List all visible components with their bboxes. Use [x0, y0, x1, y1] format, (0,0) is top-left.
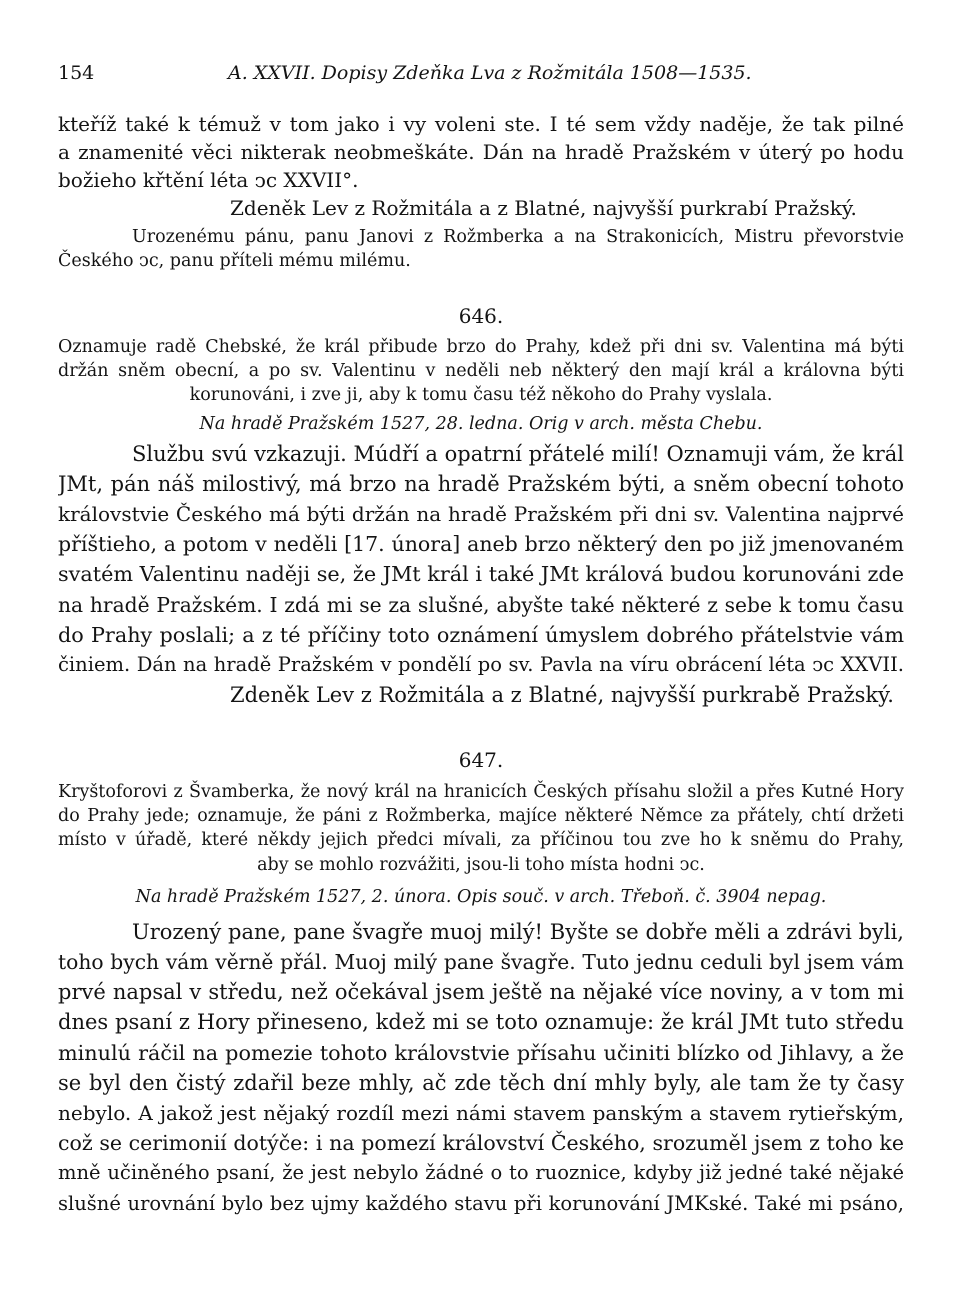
running-title: A. XXVII. Dopisy Zdeňka Lva z Rožmitála 1508—1535. — [228, 62, 752, 84]
source-note: Na hradě Pražském 1527, 28. ledna. Orig v arch. města Chebu. — [199, 413, 763, 434]
summary-line: korunováni, i zve ji, aby k tomu času též někoho do Prahy vyslala. — [189, 385, 773, 406]
previous-letter-ending — [58, 110, 904, 273]
body-line: příštieho, a potom v neděli [17. února] aneb brzo některý den po již jmenovaném — [58, 532, 904, 557]
body-line: nebylo. A jakož jest nějaký rozdíl mezi námi stavem panským a stavem rytieřským, — [58, 1101, 904, 1126]
signature: Zdeněk Lev z Rožmitála a z Blatné, najvyšší purkrabě Pražský. — [230, 683, 894, 708]
body-line: dnes psaní z Hory přineseno, kdež mi se toto oznamuje: že král JMt tuto středu — [58, 1010, 904, 1035]
page-header — [58, 62, 902, 86]
letter-647 — [58, 746, 904, 1219]
summary-line: držán sněm obecní, a po sv. Valentinu v neděli neb některý den mají král a královna býti — [58, 361, 904, 382]
address — [58, 225, 904, 273]
body-line: minulú ráčil na pomezie tohoto královstvie přísahu učiniti blízko od Jihlavy, a že — [58, 1040, 904, 1065]
body-line: toho bych vám věrně přál. Muoj milý pane švagře. Tuto jednu ceduli byl jsem vám — [58, 950, 904, 975]
letter-number: 646. — [458, 304, 504, 328]
signature: Zdeněk Lev z Rožmitála a z Blatné, najvyšší purkrabí Pražský. — [230, 196, 857, 220]
letter-number: 647. — [458, 748, 504, 772]
body-line: činiem. Dán na hradě Pražském v pondělí po sv. Pavla na víru obrácení léta ↄc XXVII. — [58, 653, 904, 677]
previous-letter-text — [58, 110, 904, 222]
summary-line: Oznamuje radě Chebské, že král přibude brzo do Prahy, kdež při dni sv. Valentina má býti — [58, 337, 904, 357]
body-line: do Prahy poslali; a z té příčiny toto oznámení úmyslem dobrého přátelstvie vám — [58, 622, 904, 647]
address-line: Českého ↄc, panu příteli mému milému. — [58, 251, 411, 272]
body-line: svatém Valentinu naději se, že JMt král i také JMt králová budou korunováni zde — [58, 562, 904, 587]
body-line: JMt, pán náš milostivý, má brzo na hradě Pražském býti, a sněm obecní tohoto — [58, 471, 904, 496]
body-line: což se cerimonií dotýče: i na pomezí království Českého, srozuměl jsem z toho ke — [58, 1131, 904, 1156]
letter-summary — [58, 780, 904, 877]
summary-line: Kryštoforovi z Švamberka, že nový král na hranicích Českých přísahu složil a přes Kutné Hory — [58, 782, 904, 802]
letter-summary — [58, 335, 904, 408]
summary-line: do Prahy jede; oznamuje, že páni z Rožmberka, majíce některé Němce za přátely, chtí držeti — [58, 806, 904, 827]
body-line: prvé napsal v středu, než očekával jsem ještě na nějaké více noviny, a v tom mi — [58, 980, 904, 1005]
text-line: kteříž také k témuž v tom jako i vy voleni ste. I té sem vždy naděje, že tak pilné — [58, 112, 904, 136]
body-line: na hradě Pražském. I zdá mi se za slušné, abyšte také některé z sebe k tomu času — [58, 592, 904, 617]
summary-line: místo v úřadě, které někdy jejich předci mívali, za příčinou tou zve ho k sněmu do Prahy, — [58, 830, 904, 851]
summary-line: aby se mohlo rozvážiti, jsou-li toho místa hodni ↄc. — [257, 854, 705, 875]
body-line: slušné urovnání bylo bez ujmy každého stavu při korunování JMKské. Také mi psáno, — [58, 1191, 904, 1215]
page-number: 154 — [58, 62, 95, 84]
body-line: Urozený pane, pane švagře muoj milý! Byšte se dobře měli a zdrávi byli, — [132, 919, 904, 944]
letter-646 — [58, 302, 904, 710]
body-line: mně učiněného psaní, že jest nebylo žádné o to ruoznice, kdyby již jedné také nějaké — [58, 1161, 904, 1185]
letter-body — [58, 439, 904, 711]
text-line: a znamenité věci nikterak neobmeškáte. Dán na hradě Pražském v úterý po hodu — [58, 140, 904, 164]
text-line: božieho křtění léta ↄc XXVII°. — [58, 168, 359, 192]
letter-body — [58, 917, 904, 1219]
body-line: se byl den čistý zdařil beze mhly, ač zde těch dní mhly byly, ale tam že ty časy — [58, 1070, 904, 1095]
source-note: Na hradě Pražském 1527, 2. února. Opis souč. v arch. Třeboň. č. 3904 nepag. — [135, 886, 827, 907]
body-line: královstvie Českého má býti držán na hradě Pražském při dni sv. Valentina najprvé — [58, 502, 904, 527]
address-line: Urozenému pánu, panu Janovi z Rožmberka a na Strakonicích, Mistru převorstvie — [132, 227, 904, 247]
body-line: Službu svú vzkazuji. Múdří a opatrní přátelé milí! Oznamuji vám, že král — [132, 441, 904, 466]
